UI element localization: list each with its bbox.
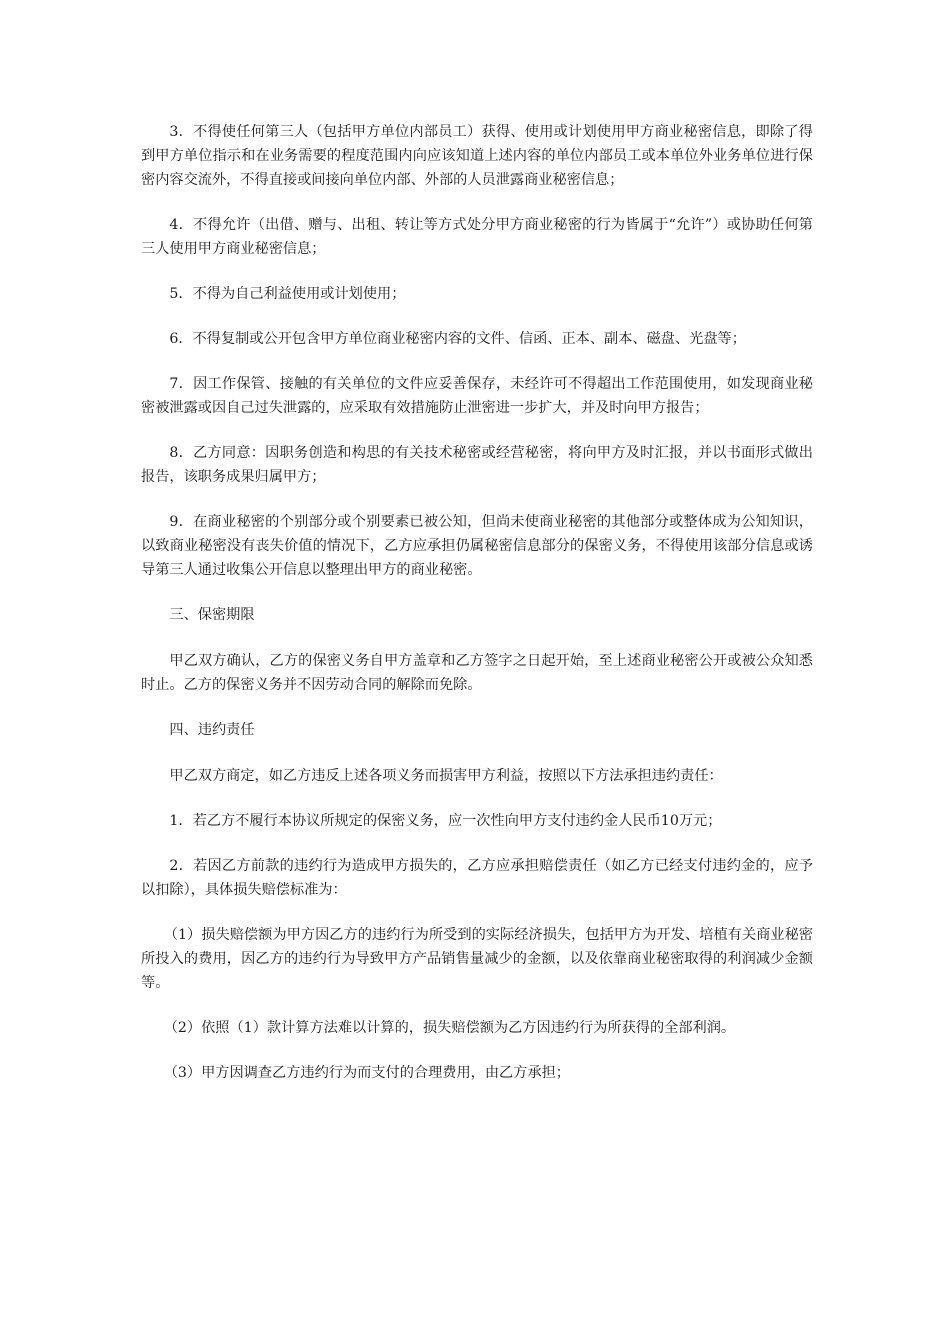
clause-9: 9．在商业秘密的个别部分或个别要素已被公知，但尚未使商业秘密的其他部分或整体成为公知知识，以致商业秘密没有丧失价值的情况下，乙方应承担仍属秘密信息部分的保密义务，不得使用该部分信息或诱导第三人通过收集公开信息以整理出甲方的商业秘密。 [141, 514, 813, 578]
clause-5: 5．不得为自己利益使用或计划使用； [169, 286, 406, 302]
clause-6: 6．不得复制或公开包含甲方单位商业秘密内容的文件、信函、正本、副本、磁盘、光盘等； [169, 331, 746, 347]
compensation-item-1: （1）损失赔偿额为甲方因乙方的违约行为所受到的实际经济损失，包括甲方为开发、培植有关商业秘密所投入的费用，因乙方的违约行为导致甲方产品销售量减少的金额，以及依靠商业秘密取得的利润减少金额等。 [141, 927, 813, 991]
clause-3: 3．不得使任何第三人（包括甲方单位内部员工）获得、使用或计划使用甲方商业秘密信息，即除了得到甲方单位指示和在业务需要的程度范围内向应该知道上述内容的单位内部员工或本单位外业务单位进行保密内容交流外，不得直接或间接向单位内部、外部的人员泄露商业秘密信息； [141, 124, 813, 188]
liability-item-1: 1．若乙方不履行本协议所规定的保密义务，应一次性向甲方支付违约金人民币10万元； [169, 813, 722, 829]
liability-item-2: 2．若因乙方前款的违约行为造成甲方损失的，乙方应承担赔偿责任（如乙方已经支付违约金的，应予以扣除），具体损失赔偿标准为： [141, 858, 813, 898]
clause-7: 7．因工作保管、接触的有关单位的文件应妥善保存，未经许可不得超出工作范围使用，如发现商业秘密被泄露或因自己过失泄露的，应采取有效措施防止泄密进一步扩大，并及时向甲方报告； [141, 376, 813, 416]
breach-liability-intro: 甲乙双方商定，如乙方违反上述各项义务而损害甲方利益，按照以下方法承担违约责任： [169, 768, 723, 784]
section-heading-confidentiality-period: 三、保密期限 [169, 607, 255, 623]
confidentiality-period-text: 甲乙双方确认，乙方的保密义务自甲方盖章和乙方签字之日起开始，至上述商业秘密公开或被公众知悉时止。乙方的保密义务并不因劳动合同的解除而免除。 [141, 653, 813, 693]
compensation-item-3: （3）甲方因调查乙方违约行为而支付的合理费用，由乙方承担； [163, 1065, 570, 1081]
compensation-item-2: （2）依照（1）款计算方法难以计算的，损失赔偿额为乙方因违约行为所获得的全部利润。 [163, 1020, 736, 1036]
clause-8: 8．乙方同意：因职务创造和构思的有关技术秘密或经营秘密，将向甲方及时汇报，并以书面形式做出报告，该职务成果归属甲方； [141, 445, 813, 485]
document-body [141, 120, 813, 1106]
clause-4: 4．不得允许（出借、赠与、出租、转让等方式处分甲方商业秘密的行为皆属于“允许”）或协助任何第三人使用甲方商业秘密信息； [141, 217, 813, 257]
section-heading-breach-liability: 四、违约责任 [169, 722, 255, 738]
